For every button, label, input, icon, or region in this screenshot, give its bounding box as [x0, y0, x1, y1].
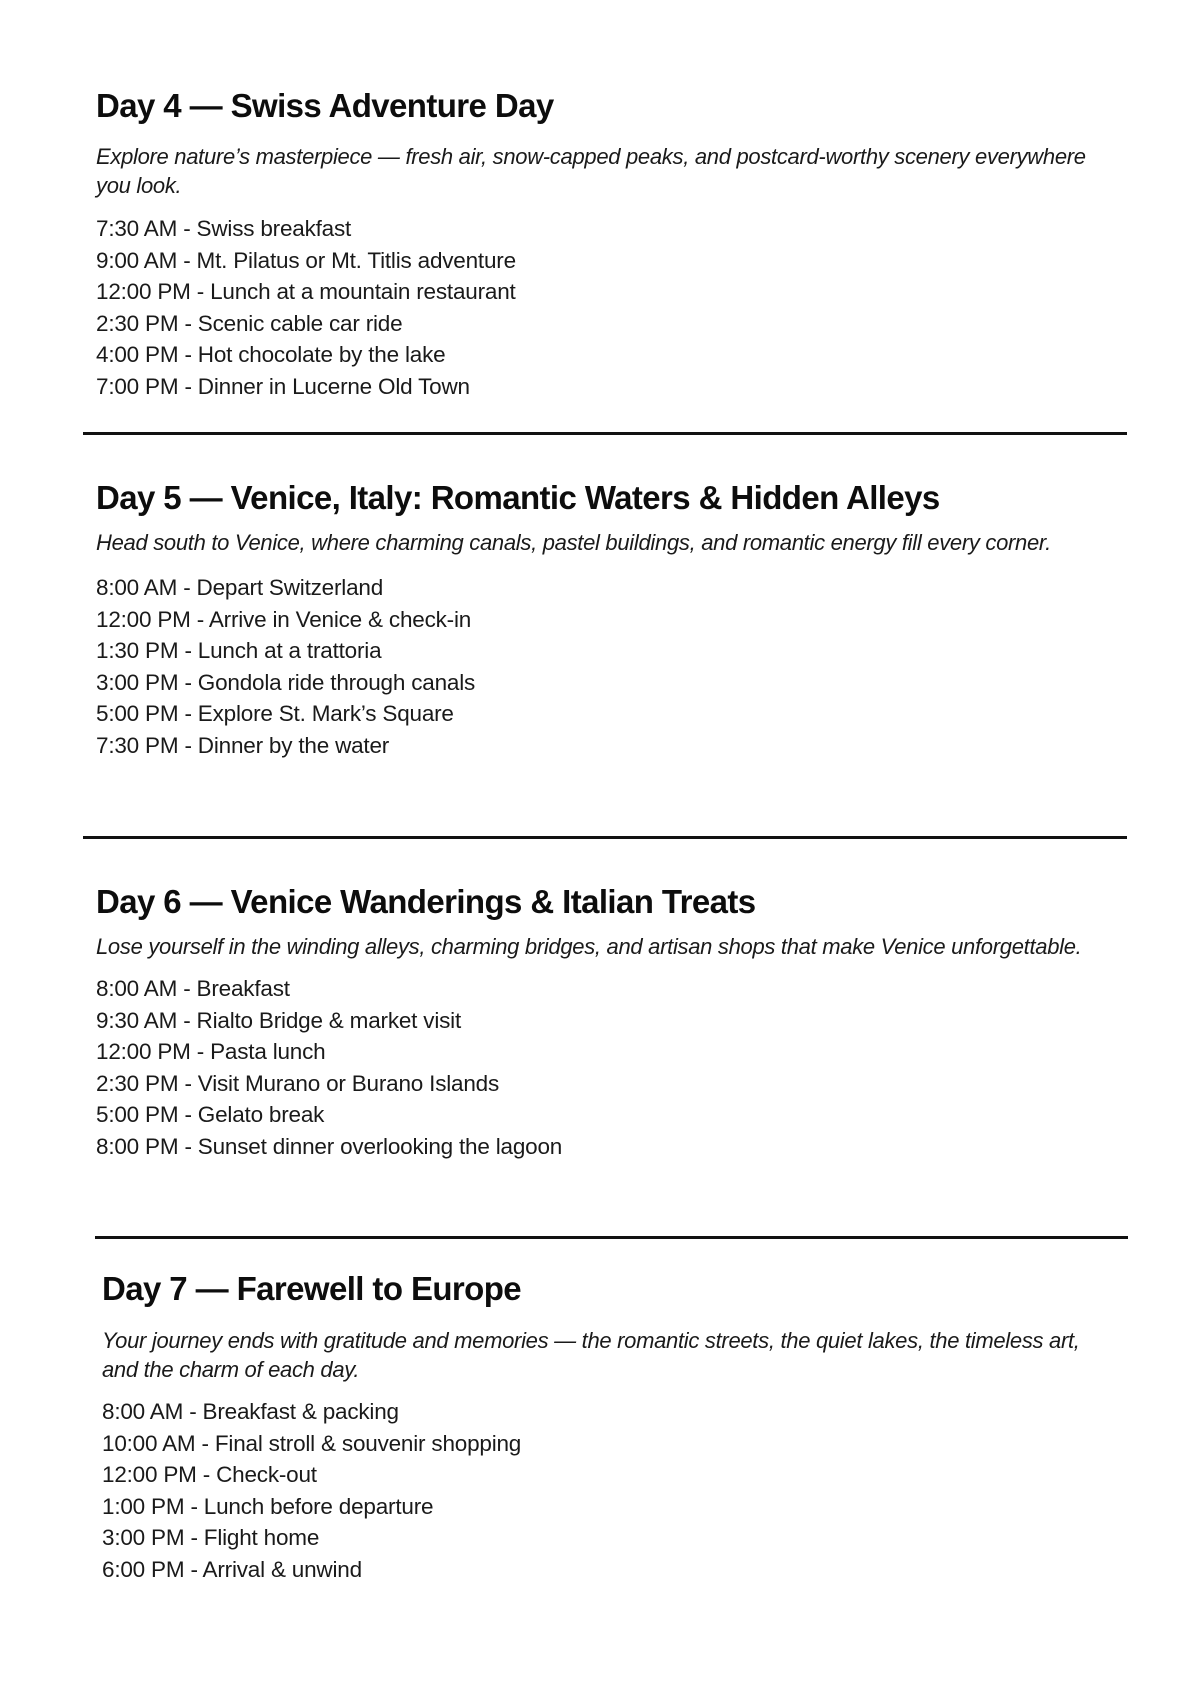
schedule-item: 9:00 AM - Mt. Pilatus or Mt. Titlis adventure — [96, 247, 516, 273]
day-intro: Your journey ends with gratitude and memories — the romantic streets, the quiet lakes, the timeless art, and the charm of each day. — [102, 1328, 1080, 1382]
section-divider — [95, 1236, 1128, 1239]
schedule-item: 8:00 AM - Breakfast — [96, 976, 290, 1001]
schedule-item: 2:30 PM - Visit Murano or Burano Islands — [96, 1070, 500, 1096]
schedule-item: 7:30 AM - Swiss breakfast — [96, 216, 352, 241]
day-title: Day 6 — Venice Wanderings & Italian Treats — [96, 883, 756, 920]
day-title: Day 7 — Farewell to Europe — [102, 1270, 522, 1307]
day-intro: Lose yourself in the winding alleys, charming bridges, and artisan shops that make Venice unforgettable. — [96, 934, 1082, 959]
day-7-section — [102, 1269, 1122, 1586]
schedule-item: 8:00 AM - Depart Switzerland — [96, 575, 384, 600]
schedule-item: 1:00 PM - Lunch before departure — [102, 1493, 434, 1519]
schedule-item: 5:00 PM - Gelato break — [96, 1102, 325, 1128]
schedule-item: 10:00 AM - Final stroll & souvenir shopping — [102, 1430, 522, 1456]
day-4-section — [96, 86, 1096, 403]
schedule-item: 12:00 PM - Lunch at a mountain restaurant — [96, 279, 516, 305]
schedule-item: 6:00 PM - Arrival & unwind — [102, 1556, 362, 1582]
schedule-list — [96, 973, 1116, 1163]
schedule-item: 12:00 PM - Pasta lunch — [96, 1039, 326, 1065]
day-5-section — [96, 478, 1116, 762]
schedule-item: 4:00 PM - Hot chocolate by the lake — [96, 342, 446, 368]
section-divider — [83, 836, 1127, 839]
section-divider — [83, 432, 1127, 435]
schedule-list — [96, 213, 1096, 403]
schedule-item: 7:00 PM - Dinner in Lucerne Old Town — [96, 373, 470, 399]
schedule-item: 7:30 PM - Dinner by the water — [96, 732, 390, 758]
day-intro: Explore nature’s masterpiece — fresh air, snow-capped peaks, and postcard-worthy scenery everywhere you look. — [96, 144, 1086, 198]
schedule-item: 12:00 PM - Arrive in Venice & check-in — [96, 606, 472, 632]
schedule-list — [102, 1396, 1122, 1586]
schedule-item: 12:00 PM - Check-out — [102, 1462, 317, 1488]
schedule-item: 5:00 PM - Explore St. Mark’s Square — [96, 701, 454, 727]
schedule-item: 9:30 AM - Rialto Bridge & market visit — [96, 1007, 462, 1033]
day-6-section — [96, 882, 1116, 1163]
schedule-list — [96, 572, 1116, 762]
schedule-item: 8:00 AM - Breakfast & packing — [102, 1399, 399, 1424]
day-title: Day 5 — Venice, Italy: Romantic Waters & Hidden Alleys — [96, 479, 940, 516]
schedule-item: 1:30 PM - Lunch at a trattoria — [96, 638, 382, 664]
day-title: Day 4 — Swiss Adventure Day — [96, 87, 554, 124]
schedule-item: 3:00 PM - Flight home — [102, 1525, 320, 1551]
schedule-item: 3:00 PM - Gondola ride through canals — [96, 669, 476, 695]
schedule-item: 2:30 PM - Scenic cable car ride — [96, 310, 403, 336]
day-intro: Head south to Venice, where charming canals, pastel buildings, and romantic energy fill every corner. — [96, 530, 1051, 555]
schedule-item: 8:00 PM - Sunset dinner overlooking the lagoon — [96, 1133, 563, 1159]
